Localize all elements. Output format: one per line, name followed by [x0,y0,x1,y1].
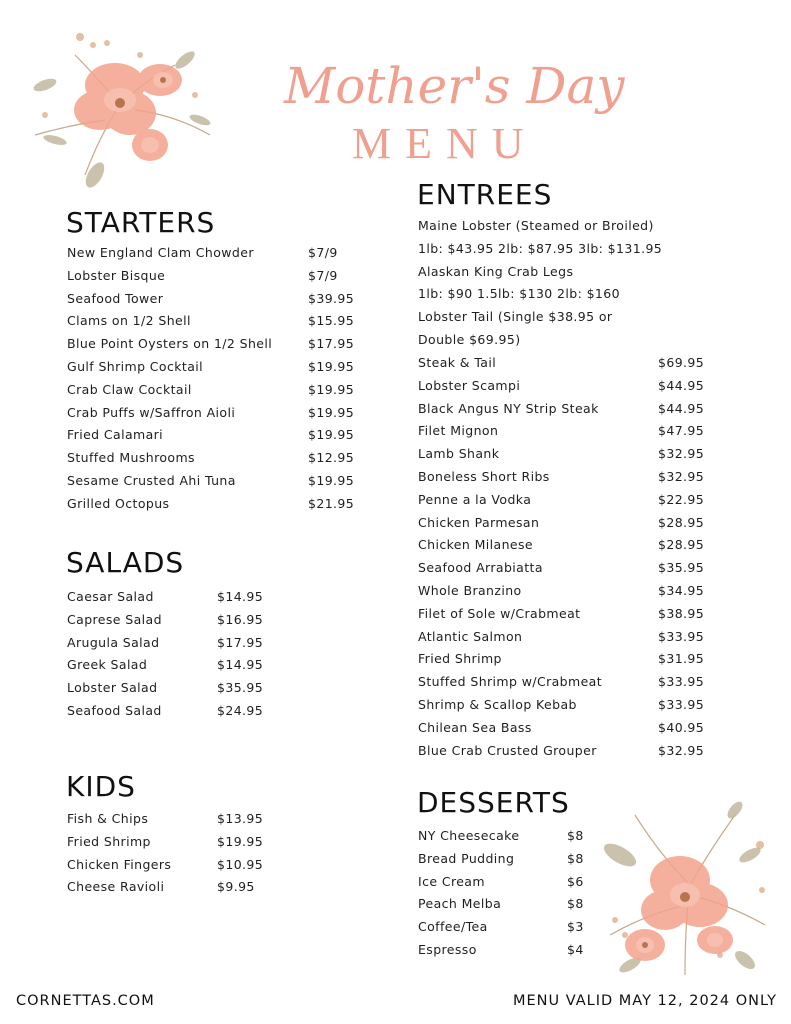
menu-item-name: Atlantic Salmon [418,628,523,644]
menu-item-name: Lobster Scampi [418,377,521,393]
menu-item-price: $40.95 [658,719,705,735]
menu-item-name: Stuffed Mushrooms [67,450,195,466]
menu-item-name: Crab Claw Cocktail [67,381,192,397]
menu-item-name: Chilean Sea Bass [418,719,532,735]
menu-item-name: New England Clam Chowder [67,245,254,260]
menu-item-name: Whole Branzino [418,583,522,598]
desserts-heading: DESSERTS [417,786,570,819]
menu-item-price: $19.95 [308,404,355,420]
menu-item-name: Caprese Salad [67,611,162,627]
entree-note: Lobster Tail (Single $38.95 or [418,309,613,325]
menu-item-name: Clams on 1/2 Shell [67,313,191,329]
menu-item-price: $39.95 [308,290,355,306]
menu-item-price: $32.95 [658,742,705,758]
menu-item-name: Boneless Short Ribs [418,469,550,484]
menu-item-price: $7/9 [308,245,338,260]
entrees-heading: ENTREES [417,178,553,211]
menu-item-price: $21.95 [308,495,355,511]
menu-item-price: $44.95 [658,400,705,416]
menu-item-price: $17.95 [308,336,355,352]
entree-note: Maine Lobster (Steamed or Broiled) [418,218,654,233]
menu-item-name: Filet of Sole w/Crabmeat [418,605,581,621]
menu-item-name: Filet Mignon [418,423,499,439]
menu-item-name: Espresso [418,942,477,957]
menu-item-price: $15.95 [308,313,355,329]
menu-item-price: $22.95 [658,491,705,507]
menu-item-name: Chicken Parmesan [418,514,540,530]
menu-item-name: Sesame Crusted Ahi Tuna [67,473,236,488]
kids-heading: KIDS [66,770,136,803]
menu-item-name: Steak & Tail [418,355,497,370]
entree-note: 1lb: $43.95 2lb: $87.95 3lb: $131.95 [418,240,663,256]
menu-item-price: $34.95 [658,583,705,598]
menu-item-name: Lamb Shank [418,446,500,462]
menu-item-price: $8 [567,850,584,866]
menu-item-price: $28.95 [658,537,705,553]
menu-item-name: Arugula Salad [67,634,160,650]
menu-item-price: $9.95 [217,879,255,895]
menu-item-price: $32.95 [658,446,705,462]
salads-heading: SALADS [66,546,185,579]
menu-item-name: Greek Salad [67,657,148,673]
menu-item-price: $7/9 [308,267,338,283]
menu-item-name: Lobster Salad [67,680,158,696]
menu-item-name: Fried Calamari [67,427,164,443]
menu-item-price: $19.95 [308,359,355,374]
menu-item-name: Chicken Milanese [418,537,533,553]
footer-validity: MENU VALID MAY 12, 2024 ONLY [513,993,778,1009]
menu-item-name: Cheese Ravioli [67,879,165,895]
menu-item-name: Blue Crab Crusted Grouper [418,742,597,758]
floral-decoration-bottom-icon [600,795,770,980]
menu-item-price: $44.95 [658,377,705,393]
floral-decoration-top-icon [25,25,215,195]
menu-item-price: $33.95 [658,674,705,690]
menu-item-price: $19.95 [308,473,355,488]
menu-title: MENU [352,119,538,168]
menu-item-price: $69.95 [658,355,705,370]
menu-item-price: $38.95 [658,605,705,621]
menu-item-name: Penne a la Vodka [418,491,532,507]
menu-item-price: $31.95 [658,651,705,667]
menu-item-price: $17.95 [217,634,264,650]
entree-note: 1lb: $90 1.5lb: $130 2lb: $160 [418,286,620,302]
menu-item-price: $35.95 [658,560,705,576]
menu-item-name: Ice Cream [418,873,485,889]
menu-item-price: $13.95 [217,811,264,826]
menu-item-name: Lobster Bisque [67,267,166,283]
menu-item-price: $3 [567,919,584,935]
menu-item-name: Fried Shrimp [418,651,502,667]
title-script-text: Mother's Day [284,57,625,115]
menu-item-price: $4 [567,942,584,957]
footer-website: CORNETTAS.COM [16,993,155,1009]
menu-item-name: NY Cheesecake [418,828,520,843]
menu-item-name: Fried Shrimp [67,833,151,849]
menu-item-name: Crab Puffs w/Saffron Aioli [67,404,236,420]
menu-item-price: $8 [567,896,584,912]
menu-item-name: Black Angus NY Strip Steak [418,400,599,416]
menu-item-name: Bread Pudding [418,850,515,866]
menu-item-name: Grilled Octopus [67,495,170,511]
menu-item-price: $6 [567,873,584,889]
menu-item-name: Stuffed Shrimp w/Crabmeat [418,674,603,690]
menu-item-price: $19.95 [308,381,355,397]
menu-item-price: $33.95 [658,697,705,712]
menu-item-price: $35.95 [217,680,264,696]
menu-item-price: $24.95 [217,703,264,718]
mothers-day-script-title [282,48,625,118]
menu-item-name: Seafood Tower [67,290,164,306]
menu-item-price: $19.95 [217,833,264,849]
starters-heading: STARTERS [66,206,216,239]
menu-item-price: $10.95 [217,856,264,872]
menu-item-name: Gulf Shrimp Cocktail [67,359,204,374]
menu-item-price: $12.95 [308,450,355,466]
menu-item-price: $32.95 [658,469,705,484]
menu-item-name: Coffee/Tea [418,919,488,935]
menu-item-price: $14.95 [217,657,264,673]
entree-note: Double $69.95) [418,332,521,347]
menu-item-name: Seafood Salad [67,703,162,718]
menu-item-name: Chicken Fingers [67,856,172,872]
menu-item-price: $47.95 [658,423,705,439]
menu-item-price: $8 [567,828,584,843]
menu-item-name: Shrimp & Scallop Kebab [418,697,577,712]
menu-item-name: Peach Melba [418,896,502,912]
menu-item-price: $19.95 [308,427,355,443]
menu-item-name: Caesar Salad [67,589,154,604]
menu-item-name: Fish & Chips [67,811,149,826]
entree-note: Alaskan King Crab Legs [418,263,574,279]
menu-item-price: $16.95 [217,611,264,627]
menu-item-name: Seafood Arrabiatta [418,560,543,576]
menu-item-price: $14.95 [217,589,264,604]
menu-item-price: $33.95 [658,628,705,644]
menu-item-price: $28.95 [658,514,705,530]
menu-item-name: Blue Point Oysters on 1/2 Shell [67,336,273,352]
